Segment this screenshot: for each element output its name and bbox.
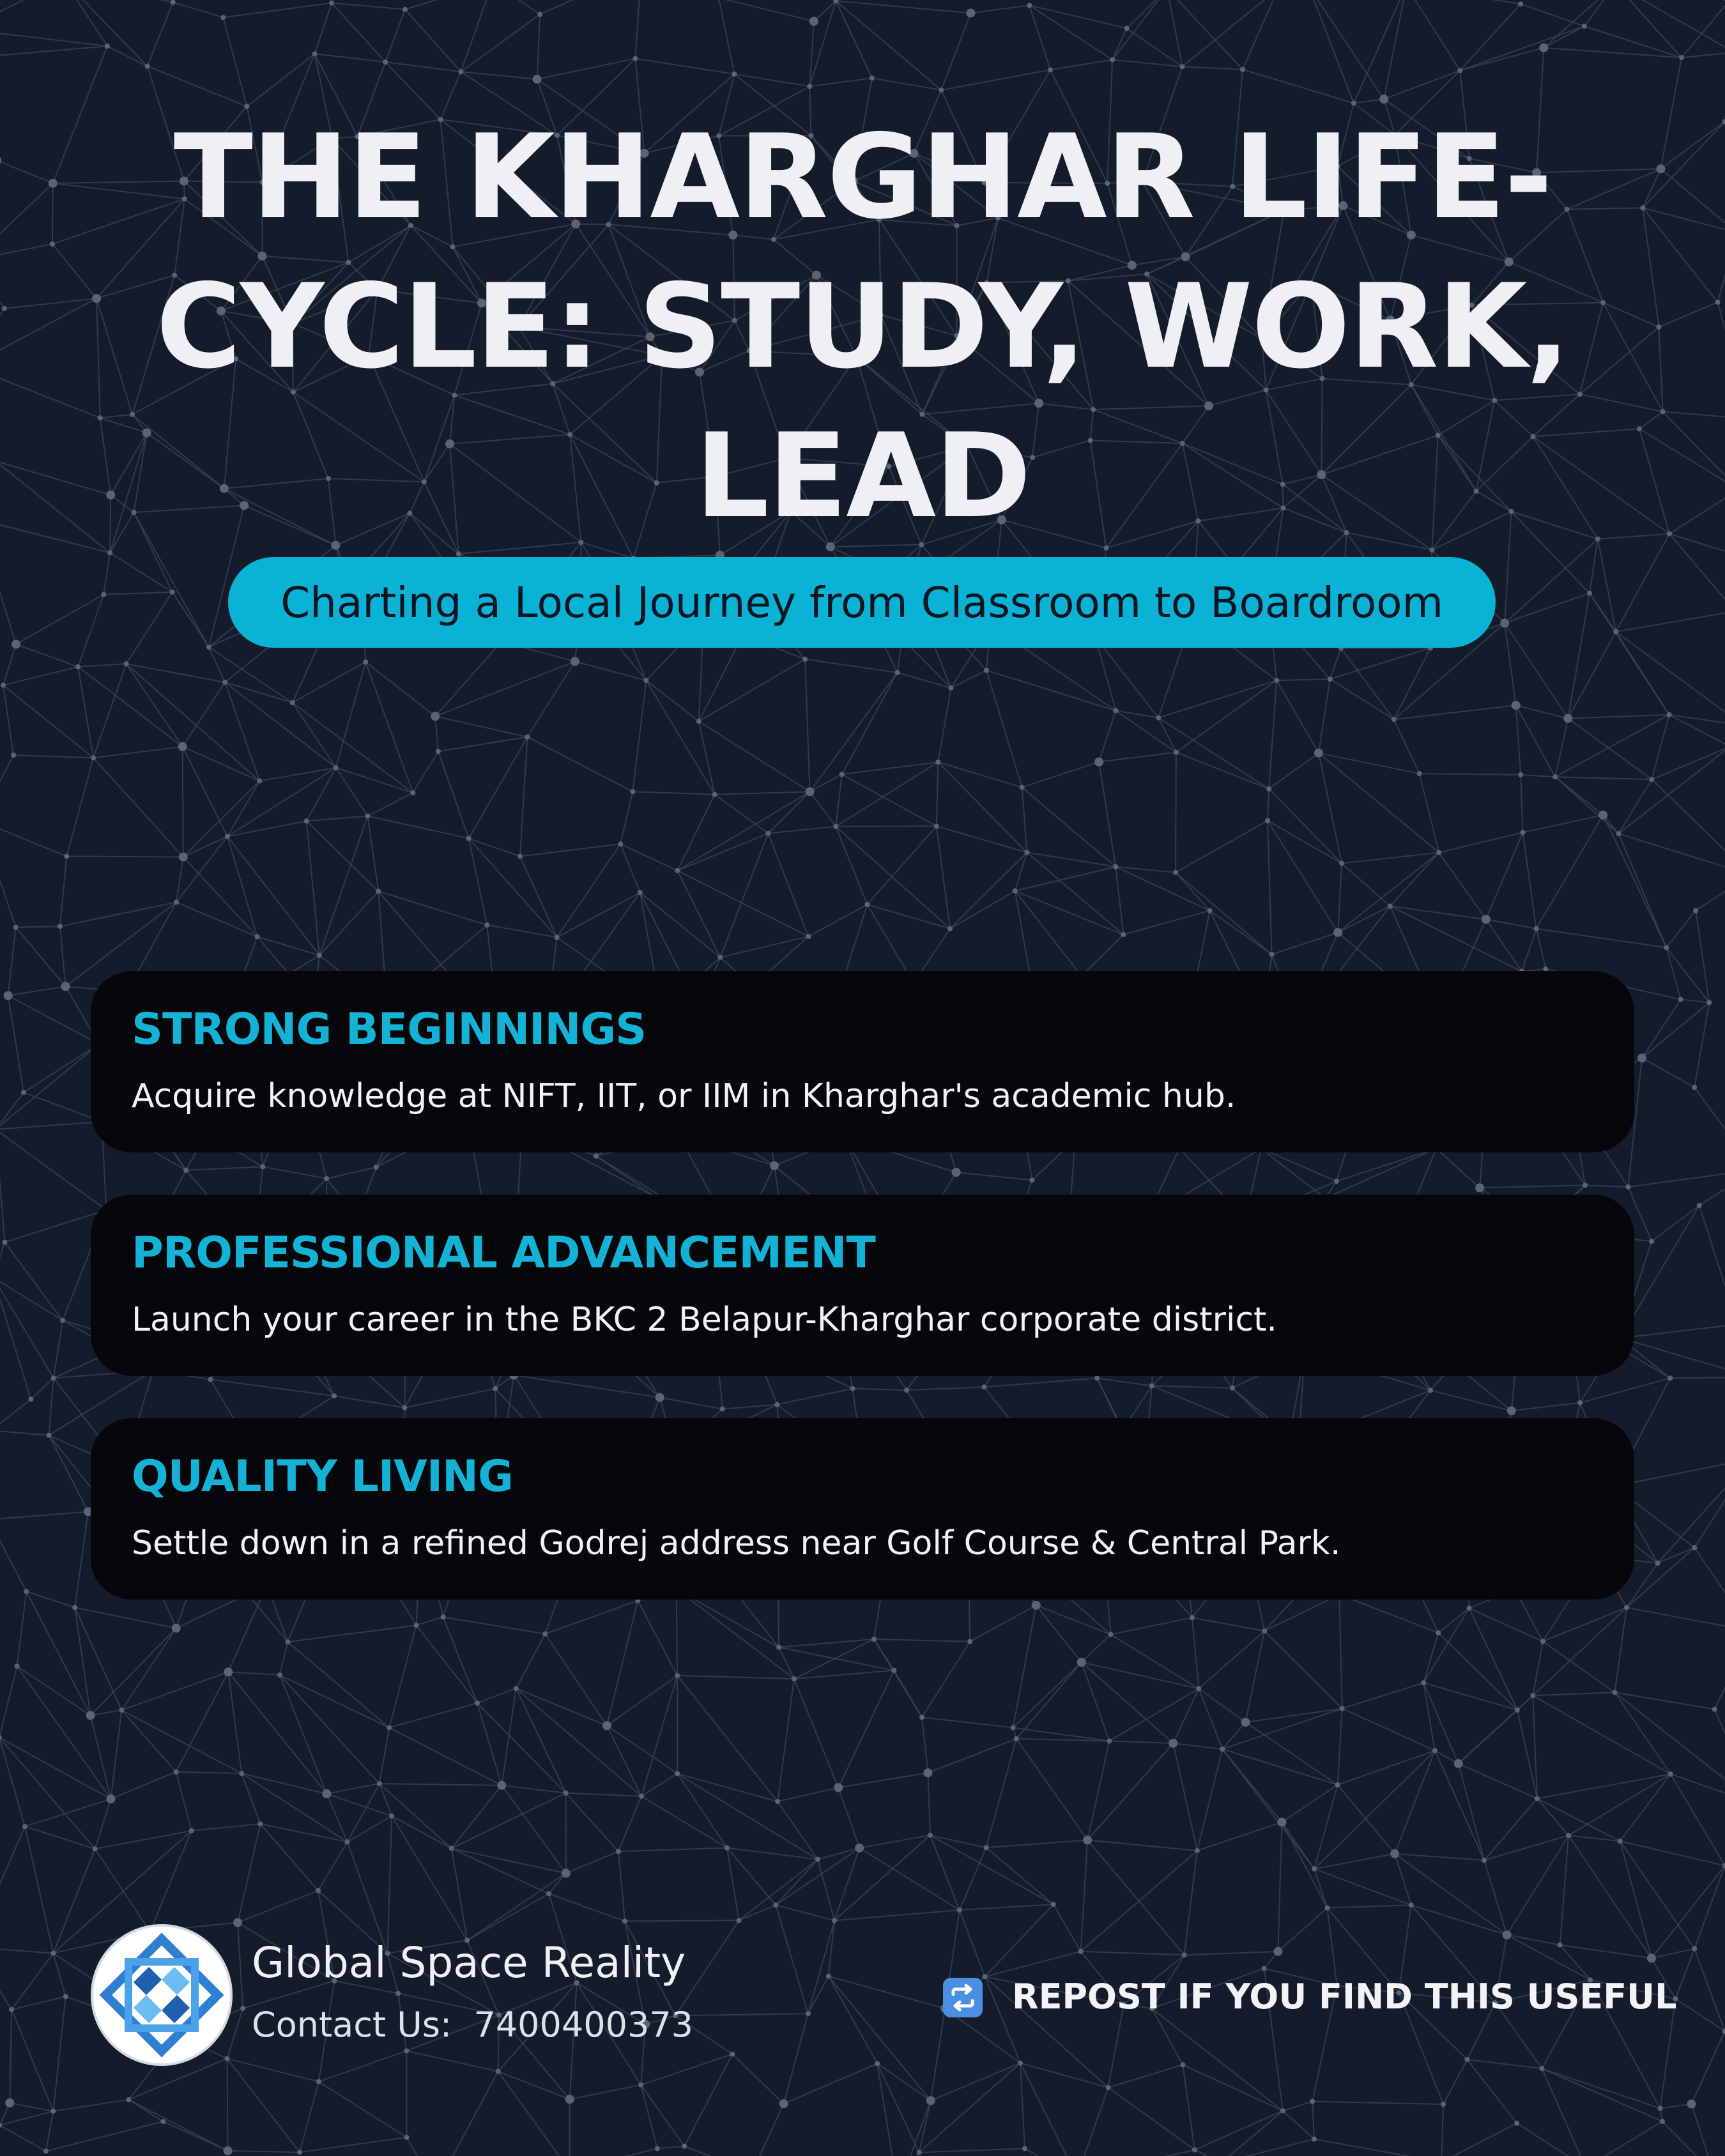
brand-logo-icon <box>93 1927 230 2063</box>
card-title: QUALITY LIVING <box>132 1451 513 1502</box>
subtitle-text: Charting a Local Journey from Classroom to Boardroom <box>280 577 1443 627</box>
card-text: Settle down in a refined Godrej address near Golf Course & Central Park. <box>132 1524 1341 1563</box>
card-title: STRONG BEGINNINGS <box>132 1004 647 1055</box>
contact-info <box>252 2005 693 2045</box>
repost-icon <box>943 1978 983 2017</box>
repost-cta: REPOST IF YOU FIND THIS USEFUL <box>1012 1976 1677 2017</box>
contact-number: 7400400373 <box>473 2005 694 2045</box>
card-title: PROFESSIONAL ADVANCEMENT <box>132 1228 875 1278</box>
brand-logo <box>91 1924 233 2066</box>
card-text: Acquire knowledge at NIFT, IIT, or IIM in Kharghar's academic hub. <box>132 1077 1236 1115</box>
card-quality-living <box>91 1418 1634 1600</box>
card-professional-advancement <box>91 1195 1634 1376</box>
card-text: Launch your career in the BKC 2 Belapur-Kharghar corporate district. <box>132 1301 1277 1339</box>
subtitle-pill <box>228 557 1496 648</box>
contact-label: Contact Us: <box>252 2005 452 2045</box>
page-title: THE KHARGHAR LIFE- CYCLE: STUDY, WORK, LEAD <box>156 109 1569 544</box>
card-strong-beginnings <box>91 971 1634 1152</box>
brand-name: Global Space Reality <box>252 1938 686 1987</box>
